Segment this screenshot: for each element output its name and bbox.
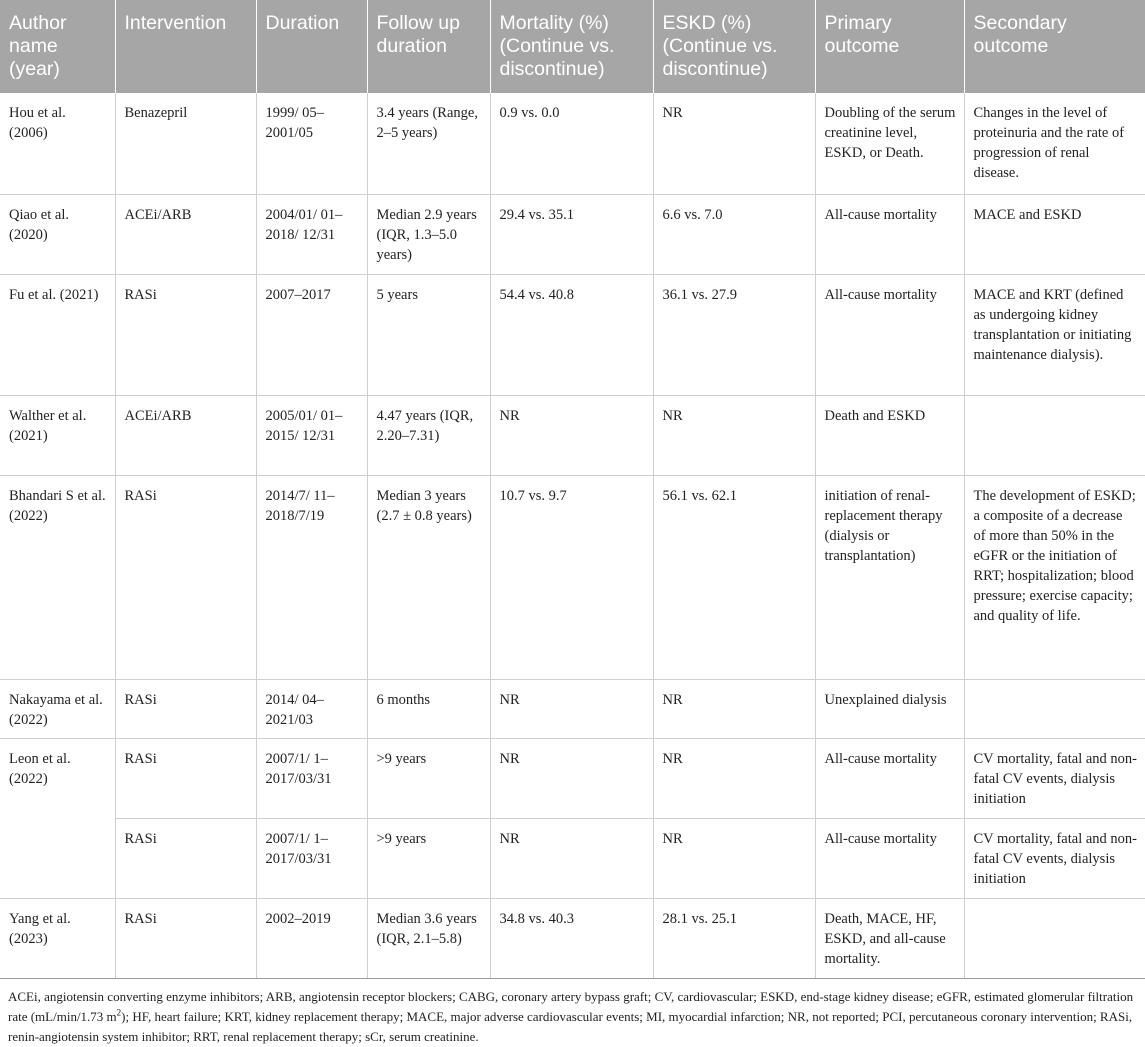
header-primary-outcome: Primary outcome (815, 0, 964, 93)
cell-intervention: ACEi/ARB (115, 194, 256, 274)
cell-primary-outcome: initiation of renal-replacement therapy (dialysis or transplantation) (815, 475, 964, 679)
cell-duration: 2004/01/ 01–2018/ 12/31 (256, 194, 367, 274)
table-row (0, 93, 1145, 194)
cell-secondary-outcome: MACE and ESKD (964, 194, 1145, 274)
cell-eskd: NR (653, 395, 815, 475)
cell-mortality: 10.7 vs. 9.7 (490, 475, 653, 679)
cell-secondary-outcome: The development of ESKD; a composite of a decrease of more than 50% in the eGFR or the initiation of RRT; hospitalization; blood pressure; exercise capacity; and quality of life. (964, 475, 1145, 679)
cell-eskd: NR (653, 738, 815, 818)
cell-intervention: RASi (115, 274, 256, 395)
cell-eskd: NR (653, 818, 815, 898)
cell-primary-outcome: Death and ESKD (815, 395, 964, 475)
header-secondary-outcome: Secondary outcome (964, 0, 1145, 93)
cell-mortality: 0.9 vs. 0.0 (490, 93, 653, 194)
cell-mortality: NR (490, 738, 653, 818)
cell-eskd: NR (653, 679, 815, 738)
cell-follow-up: >9 years (367, 738, 490, 818)
footnote-text-part2: ); HF, heart failure; KRT, kidney replacement therapy; MACE, major adverse cardiovascular events; MI, myocardial infarction; NR, not reported; PCI, percutaneous coronary intervention; RASi, renin-angiotensin system inhibitor; RRT, renal replacement therapy; sCr, serum creatinine. (8, 1008, 1133, 1044)
header-eskd: ESKD (%) (Continue vs. discontinue) (653, 0, 815, 93)
cell-mortality: 54.4 vs. 40.8 (490, 274, 653, 395)
footnote-text-part1: ACEi, angiotensin converting enzyme inhibitors; ARB, angiotensin receptor blockers; CABG, coronary artery bypass graft; CV, cardiovascular; ESKD, end-stage kidney disease; eGFR, estimated glomerular filtration rate (mL/min/1.73 m (8, 988, 1134, 1024)
cell-author: Yang et al. (2023) (0, 898, 115, 978)
table-row (0, 395, 1145, 475)
cell-follow-up: Median 2.9 years (IQR, 1.3–5.0 years) (367, 194, 490, 274)
table-row (0, 898, 1145, 978)
table-row (0, 475, 1145, 679)
cell-author: Leon et al. (2022) (0, 738, 115, 898)
cell-intervention: RASi (115, 738, 256, 818)
cell-intervention: RASi (115, 818, 256, 898)
cell-mortality: 29.4 vs. 35.1 (490, 194, 653, 274)
cell-secondary-outcome: Changes in the level of proteinuria and the rate of progression of renal disease. (964, 93, 1145, 194)
cell-intervention: RASi (115, 679, 256, 738)
cell-intervention: ACEi/ARB (115, 395, 256, 475)
cell-primary-outcome: All-cause mortality (815, 194, 964, 274)
cell-secondary-outcome (964, 898, 1145, 978)
header-follow-up: Follow up duration (367, 0, 490, 93)
cell-author: Hou et al. (2006) (0, 93, 115, 194)
cell-follow-up: >9 years (367, 818, 490, 898)
cell-author: Walther et al. (2021) (0, 395, 115, 475)
cell-primary-outcome: All-cause mortality (815, 738, 964, 818)
cell-mortality: NR (490, 679, 653, 738)
header-duration: Duration (256, 0, 367, 93)
cell-secondary-outcome: MACE and KRT (defined as undergoing kidney transplantation or initiating maintenance dialysis). (964, 274, 1145, 395)
cell-follow-up: Median 3.6 years (IQR, 2.1–5.8) (367, 898, 490, 978)
cell-follow-up: 3.4 years (Range, 2–5 years) (367, 93, 490, 194)
footnote-superscript: 2 (116, 1007, 122, 1018)
cell-eskd: 56.1 vs. 62.1 (653, 475, 815, 679)
cell-duration: 2007–2017 (256, 274, 367, 395)
cell-author: Qiao et al. (2020) (0, 194, 115, 274)
cell-follow-up: 5 years (367, 274, 490, 395)
cell-secondary-outcome: CV mortality, fatal and non-fatal CV events, dialysis initiation (964, 738, 1145, 818)
cell-primary-outcome: Doubling of the serum creatinine level, ESKD, or Death. (815, 93, 964, 194)
header-author: Author name (year) (0, 0, 115, 93)
cell-follow-up: 6 months (367, 679, 490, 738)
cell-duration: 2014/7/ 11–2018/7/19 (256, 475, 367, 679)
table-row (0, 738, 1145, 818)
table-body (0, 93, 1145, 978)
cell-mortality: NR (490, 818, 653, 898)
cell-intervention: RASi (115, 475, 256, 679)
table-row (0, 194, 1145, 274)
table-footnote (0, 979, 1145, 1047)
cell-eskd: 28.1 vs. 25.1 (653, 898, 815, 978)
table-row (0, 274, 1145, 395)
cell-eskd: 6.6 vs. 7.0 (653, 194, 815, 274)
cell-mortality: 34.8 vs. 40.3 (490, 898, 653, 978)
cell-eskd: 36.1 vs. 27.9 (653, 274, 815, 395)
cell-author: Fu et al. (2021) (0, 274, 115, 395)
cell-secondary-outcome: CV mortality, fatal and non-fatal CV events, dialysis initiation (964, 818, 1145, 898)
table-row (0, 818, 1145, 898)
table-header (0, 0, 1145, 93)
cell-primary-outcome: All-cause mortality (815, 818, 964, 898)
cell-mortality: NR (490, 395, 653, 475)
cell-secondary-outcome (964, 395, 1145, 475)
header-intervention: Intervention (115, 0, 256, 93)
cell-secondary-outcome (964, 679, 1145, 738)
cell-duration: 2014/ 04–2021/03 (256, 679, 367, 738)
cell-duration: 1999/ 05–2001/05 (256, 93, 367, 194)
table-row (0, 679, 1145, 738)
cell-primary-outcome: All-cause mortality (815, 274, 964, 395)
cell-author: Nakayama et al. (2022) (0, 679, 115, 738)
header-mortality: Mortality (%) (Continue vs. discontinue) (490, 0, 653, 93)
cell-duration: 2007/1/ 1–2017/03/31 (256, 818, 367, 898)
cell-author: Bhandari S et al. (2022) (0, 475, 115, 679)
cell-duration: 2007/1/ 1–2017/03/31 (256, 738, 367, 818)
cell-eskd: NR (653, 93, 815, 194)
cell-intervention: Benazepril (115, 93, 256, 194)
cell-follow-up: 4.47 years (IQR, 2.20–7.31) (367, 395, 490, 475)
cell-duration: 2002–2019 (256, 898, 367, 978)
cell-duration: 2005/01/ 01–2015/ 12/31 (256, 395, 367, 475)
cell-intervention: RASi (115, 898, 256, 978)
cell-follow-up: Median 3 years (2.7 ± 0.8 years) (367, 475, 490, 679)
cell-primary-outcome: Unexplained dialysis (815, 679, 964, 738)
cell-primary-outcome: Death, MACE, HF, ESKD, and all-cause mortality. (815, 898, 964, 978)
